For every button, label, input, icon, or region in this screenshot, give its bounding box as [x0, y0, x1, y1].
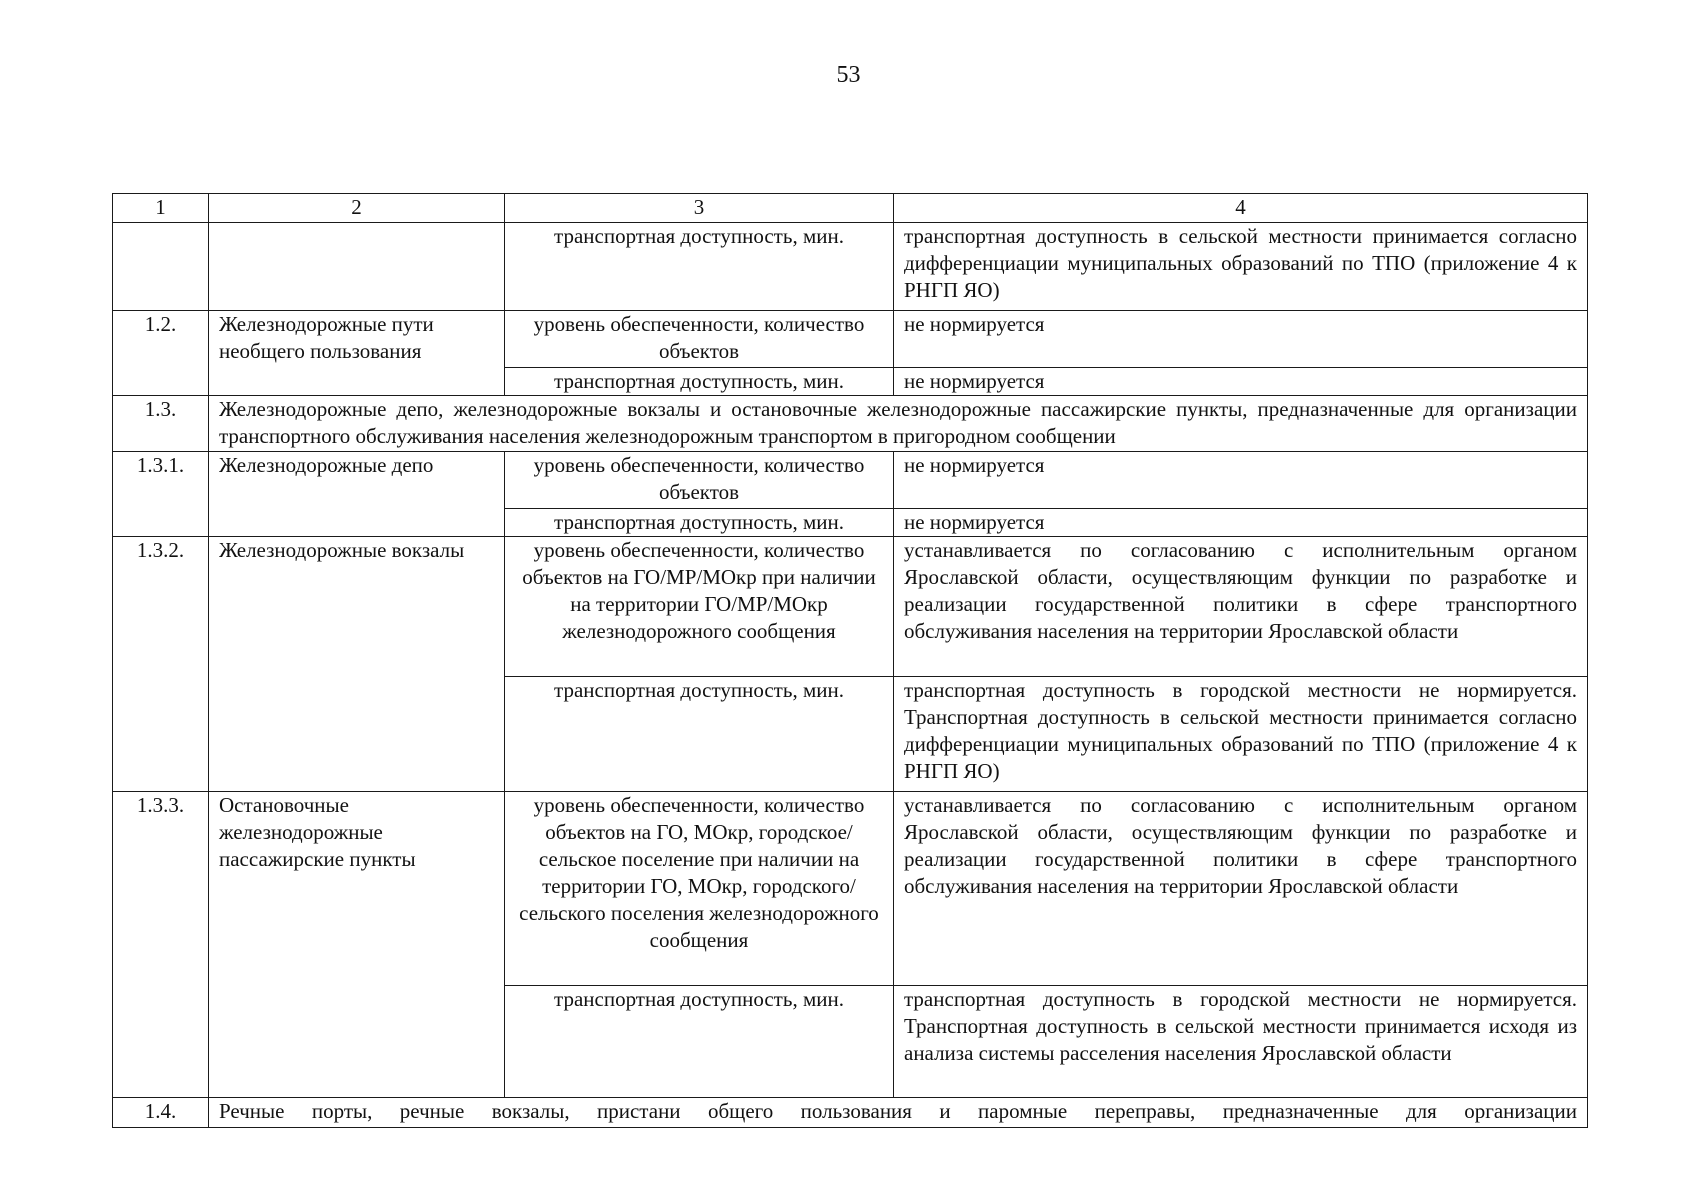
value-cell: транспортная доступность в сельской местности принимается согласно дифференциации муниципальных образований по ТПО (приложение 4 к РНГП ЯО) — [894, 223, 1588, 311]
row-number: 1.3.2. — [113, 537, 209, 792]
header-cell-2: 2 — [209, 194, 505, 223]
value-cell: устанавливается по согласованию с исполнительным органом Ярославской области, осуществляющим функции по разработке и реализации государственной политики в сфере транспортного обслуживания населения на территории Ярославской области — [894, 537, 1588, 677]
header-cell-3: 3 — [505, 194, 894, 223]
requirements-table — [112, 193, 1588, 1128]
section-row — [113, 396, 1588, 452]
table-row — [113, 223, 1588, 311]
value-cell: не нормируется — [894, 311, 1588, 368]
indicator-cell: транспортная доступность, мин. — [505, 986, 894, 1098]
table-row — [113, 452, 1588, 509]
table-row — [113, 792, 1588, 986]
header-row — [113, 194, 1588, 223]
indicator-cell: уровень обеспеченности, количество объектов на ГО/МР/МОкр при наличии на территории ГО/МР/МОкр железнодорожного сообщения — [505, 537, 894, 677]
indicator-cell: транспортная доступность, мин. — [505, 677, 894, 792]
indicator-cell: транспортная доступность, мин. — [505, 509, 894, 537]
page-number: 53 — [836, 62, 861, 88]
row-number: 1.2. — [113, 311, 209, 396]
section-row — [113, 1098, 1588, 1128]
section-title: Речные порты, речные вокзалы, пристани общего пользования и паромные переправы, предназначенные для организации — [209, 1098, 1588, 1128]
indicator-cell: транспортная доступность, мин. — [505, 368, 894, 396]
row-number — [113, 223, 209, 311]
value-cell: не нормируется — [894, 509, 1588, 537]
object-name: Железнодорожные вокзалы — [209, 537, 505, 792]
value-cell: не нормируется — [894, 368, 1588, 396]
row-number: 1.3. — [113, 396, 209, 452]
object-name: Остановочные железнодорожные пассажирские пункты — [209, 792, 505, 1098]
value-cell: транспортная доступность в городской местности не нормируется. Транспортная доступность в сельской местности принимается согласно дифференциации муниципальных образований по ТПО (приложение 4 к РНГП ЯО) — [894, 677, 1588, 792]
row-number: 1.4. — [113, 1098, 209, 1128]
row-number: 1.3.1. — [113, 452, 209, 537]
header-cell-4: 4 — [894, 194, 1588, 223]
indicator-cell: уровень обеспеченности, количество объектов — [505, 311, 894, 368]
table-row — [113, 311, 1588, 368]
header-cell-1: 1 — [113, 194, 209, 223]
value-cell: не нормируется — [894, 452, 1588, 509]
object-name: Железнодорожные депо — [209, 452, 505, 537]
section-title: Железнодорожные депо, железнодорожные вокзалы и остановочные железнодорожные пассажирские пункты, предназначенные для организации транспортного обслуживания населения железнодорожным транспортом в пригородном сообщении — [209, 396, 1588, 452]
indicator-cell: уровень обеспеченности, количество объектов на ГО, МОкр, городское/сельское поселение при наличии на территории ГО, МОкр, городского/сельского поселения железнодорожного сообщения — [505, 792, 894, 986]
value-cell: транспортная доступность в городской местности не нормируется. Транспортная доступность в сельской местности принимается исходя из анализа системы расселения населения Ярославской области — [894, 986, 1588, 1098]
object-name — [209, 223, 505, 311]
table-row — [113, 537, 1588, 677]
indicator-cell: уровень обеспеченности, количество объектов — [505, 452, 894, 509]
value-cell: устанавливается по согласованию с исполнительным органом Ярославской области, осуществляющим функции по разработке и реализации государственной политики в сфере транспортного обслуживания населения на территории Ярославской области — [894, 792, 1588, 986]
row-number: 1.3.3. — [113, 792, 209, 1098]
indicator-cell: транспортная доступность, мин. — [505, 223, 894, 311]
object-name: Железнодорожные пути необщего пользования — [209, 311, 505, 396]
